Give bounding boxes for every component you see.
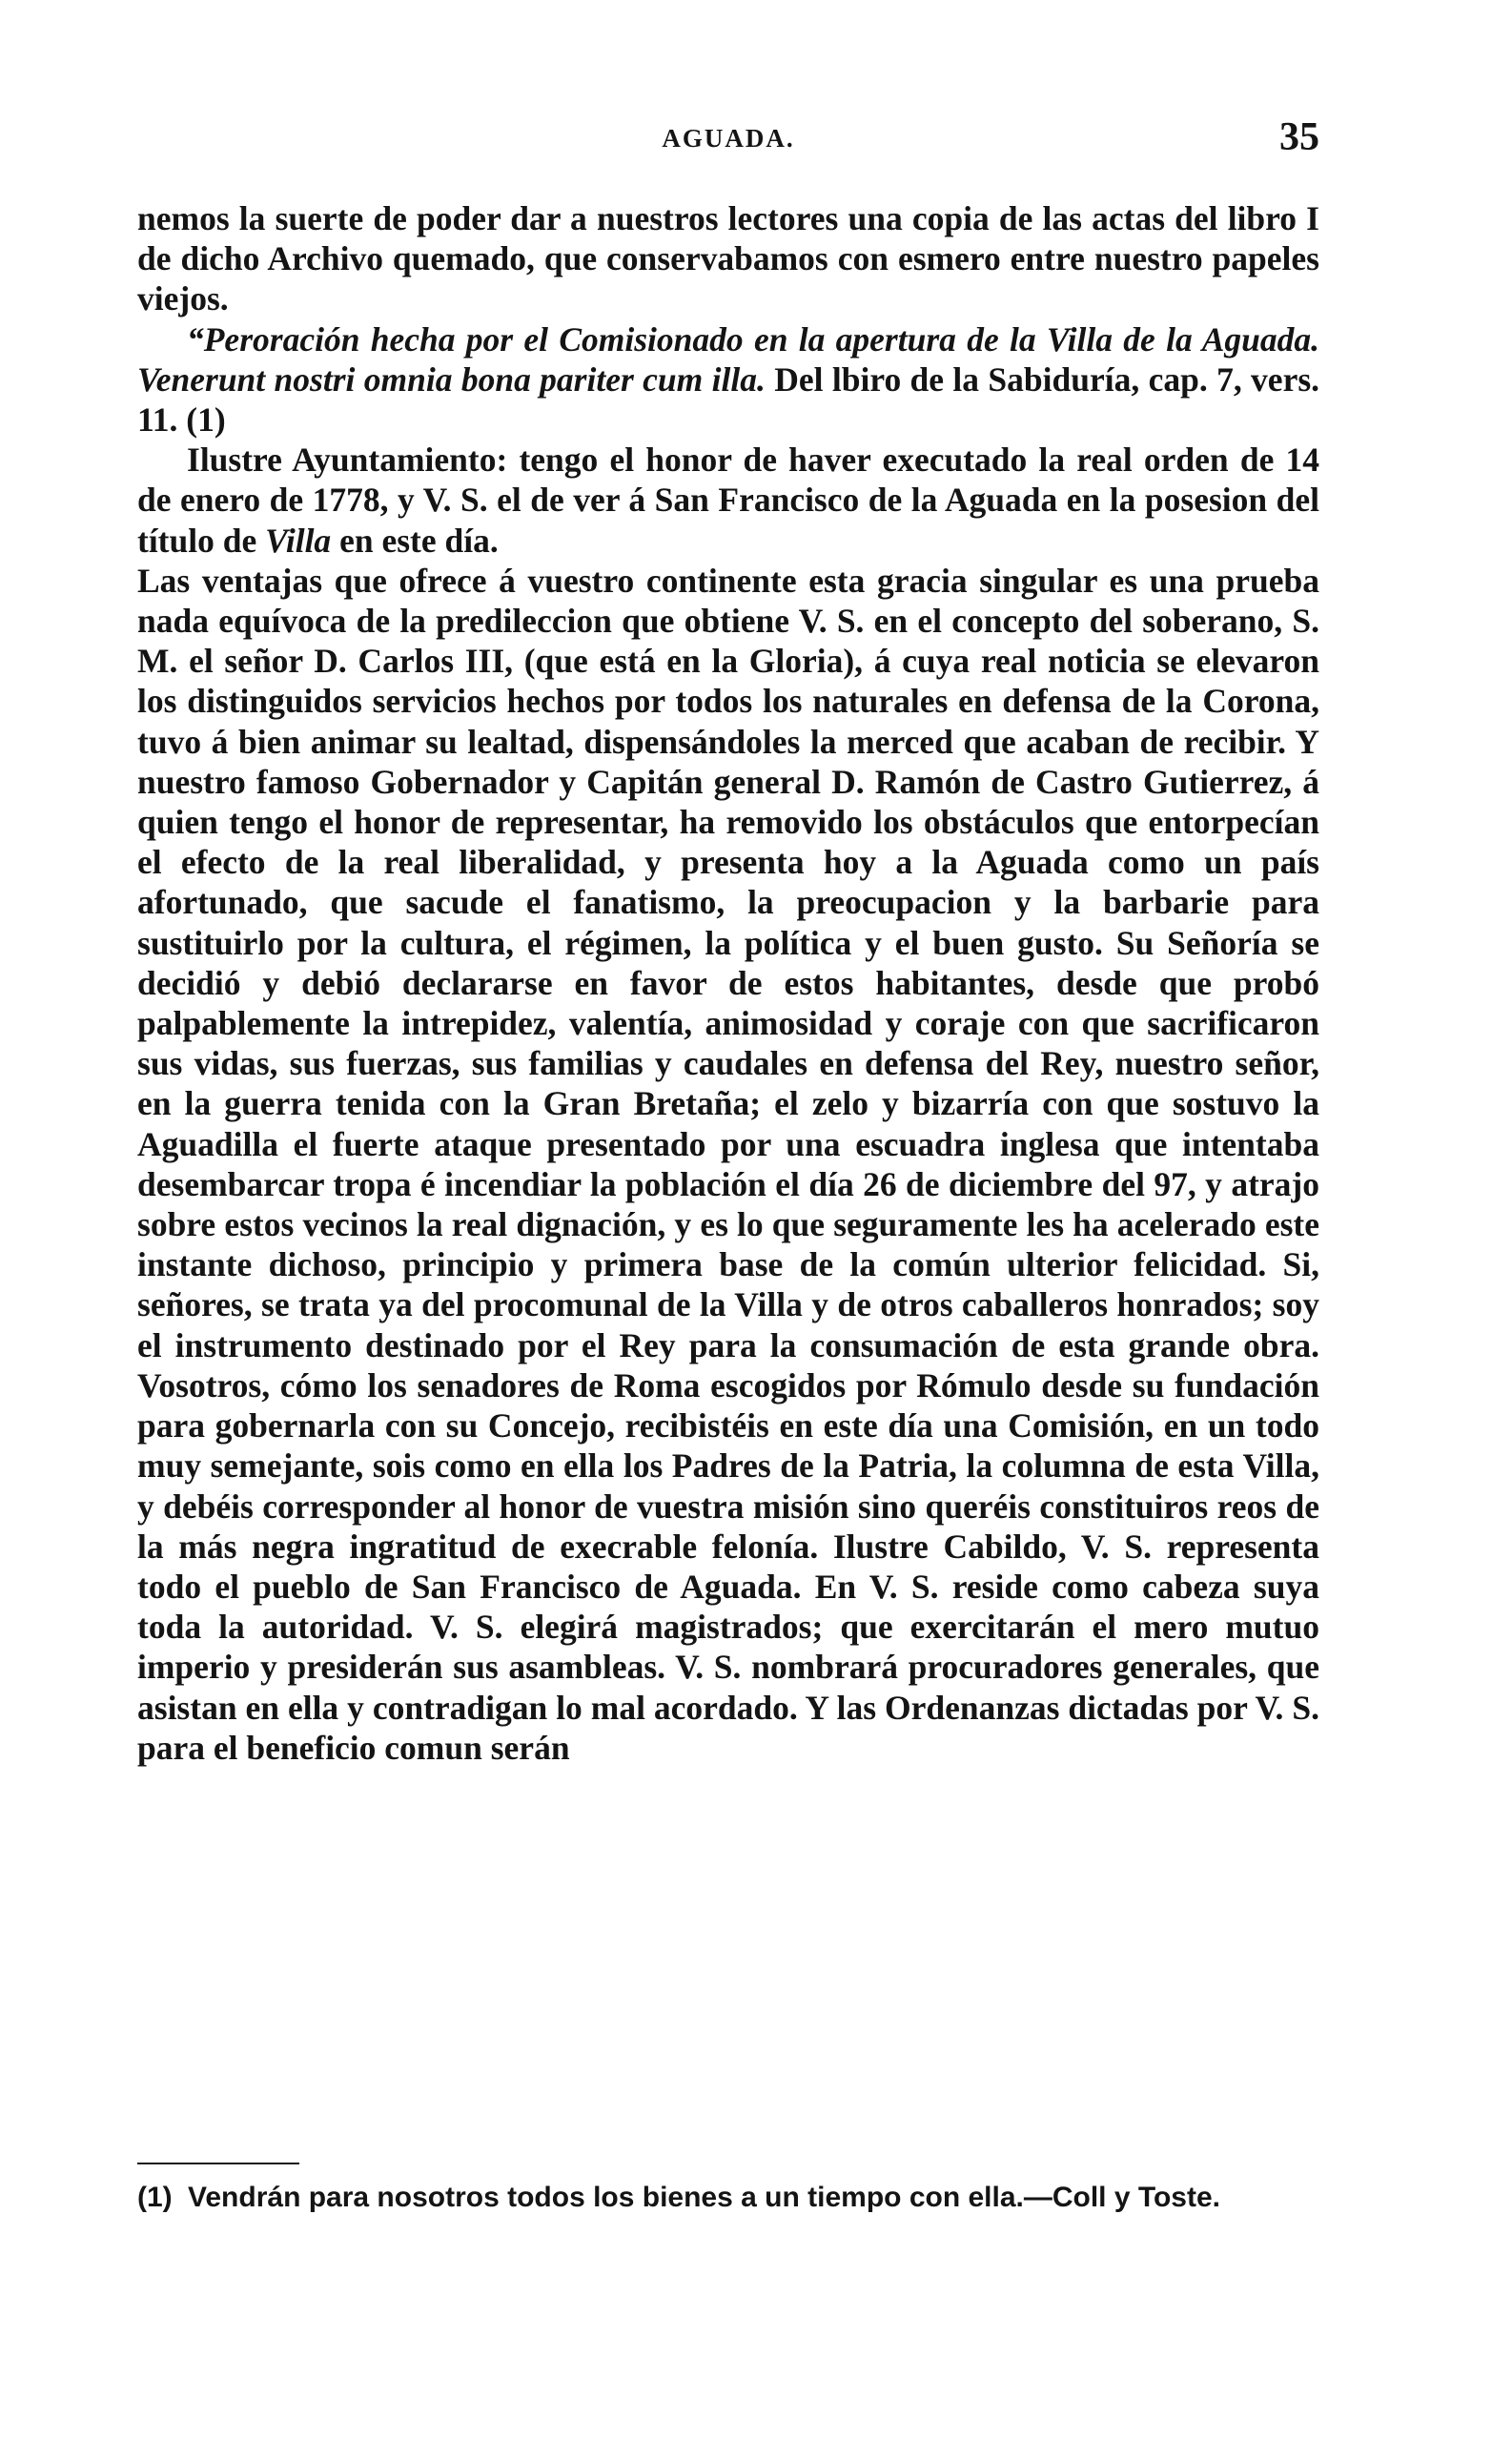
paragraph-address: [137, 440, 1319, 561]
footnote-rule: [137, 2163, 299, 2164]
address-text: Ilustre Ayuntamiento: tengo el honor de haver executado la real orden de 14 de enero de 1778, y V. S. el de ver á San Francisco de la Aguada en la posesion del título de: [137, 441, 1319, 560]
quoted-title: “Peroración hecha por el Comisionado en la apertura de la Villa de la Aguada. Venerunt nostri omnia bona pariter cum illa.: [137, 319, 1319, 399]
paragraph-opening: nemos la suerte de poder dar a nuestros lectores una copia de las actas del libro I de dicho Archivo quemado, que conservabamos con esmero entre nuestro papeles viejos.: [137, 199, 1319, 318]
villa-title: Villa: [265, 521, 332, 560]
footnote: [137, 2180, 1319, 2216]
quotation-source: Del lbiro de la Sabiduría, cap. 7, vers. 11. (1): [137, 359, 1320, 440]
address-tail: en este día.: [331, 521, 499, 560]
footnote-marker: (1): [137, 2182, 173, 2213]
main-text: [137, 198, 1319, 1768]
running-head: [137, 113, 1319, 170]
page-number: 35: [1279, 115, 1319, 159]
footnote-text: Vendrán para nosotros todos los bienes a un tiempo con ella.—Coll y Toste.: [188, 2182, 1220, 2213]
quoted-title-paragraph: [137, 319, 1319, 441]
running-title: AGUADA.: [662, 124, 795, 153]
paragraph-main: Las ventajas que ofrece á vuestro continente esta gracia singular es una prueba nada equívoca de la predileccion que obtiene V. S. en el concepto del soberano, S. M. el señor D. Carlos III, (que está en la Gloria), á cuya real noticia se elevaron los distinguidos servicios hechos por todos los naturales en defensa de la Corona, tuvo á bien animar su lealtad, dispensándoles la merced que acaban de recibir. Y nuestro famoso Gobernador y Capitán general D. Ramón de Castro Gutierrez, á quien tengo el honor de representar, ha removido los obstáculos que entorpecían el efecto de la real liberalidad, y presenta hoy a la Aguada como un país afortunado, que sacude el fanatismo, la preocupacion y la barbarie para sustituirlo por la cultura, el régimen, la política y el buen gusto. Su Señoría se decidió y debió declararse en favor de estos habitantes, desde que probó palpablemente la intrepidez, valentía, animosidad y coraje con que sacrificaron sus vidas, sus fuerzas, sus familias y caudales en defensa del Rey, nuestro señor, en la guerra tenida con la Gran Bretaña; el zelo y bizarría con que sostuvo la Aguadilla el fuerte ataque presentado por una escuadra inglesa que intentaba desembarcar tropa é incendiar la población el día 26 de diciembre del 97, y atrajo sobre estos vecinos la real dignación, y es lo que seguramente les ha acelerado este instante dichoso, principio y primera base de la común ulterior felicidad. Si, señores, se trata ya del procomunal de la Villa y de otros caballeros honrados; soy el instrumento destinado por el Rey para la consumación de esta grande obra. Vosotros, cómo los senadores de Roma escogidos por Rómulo desde su fundación para gobernarla con su Concejo, recibistéis en este día una Comisión, en un todo muy semejante, sois como en ella los Padres de la Patria, la columna de esta Villa, y debéis corresponder al honor de vuestra misión sino queréis constituiros reos de la más negra ingratitud de execrable felonía. Ilustre Cabildo, V. S. representa todo el pueblo de San Francisco de Aguada. En V. S. reside como cabeza suya toda la autoridad. V. S. elegirá magistrados; que exercitarán el mero mutuo imperio y presiderán sus asambleas. V. S. nombrará procuradores generales, que asistan en ella y contradigan lo mal acordado. Y las Ordenanzas dictadas por V. S. para el beneficio comun serán: [137, 561, 1319, 1767]
